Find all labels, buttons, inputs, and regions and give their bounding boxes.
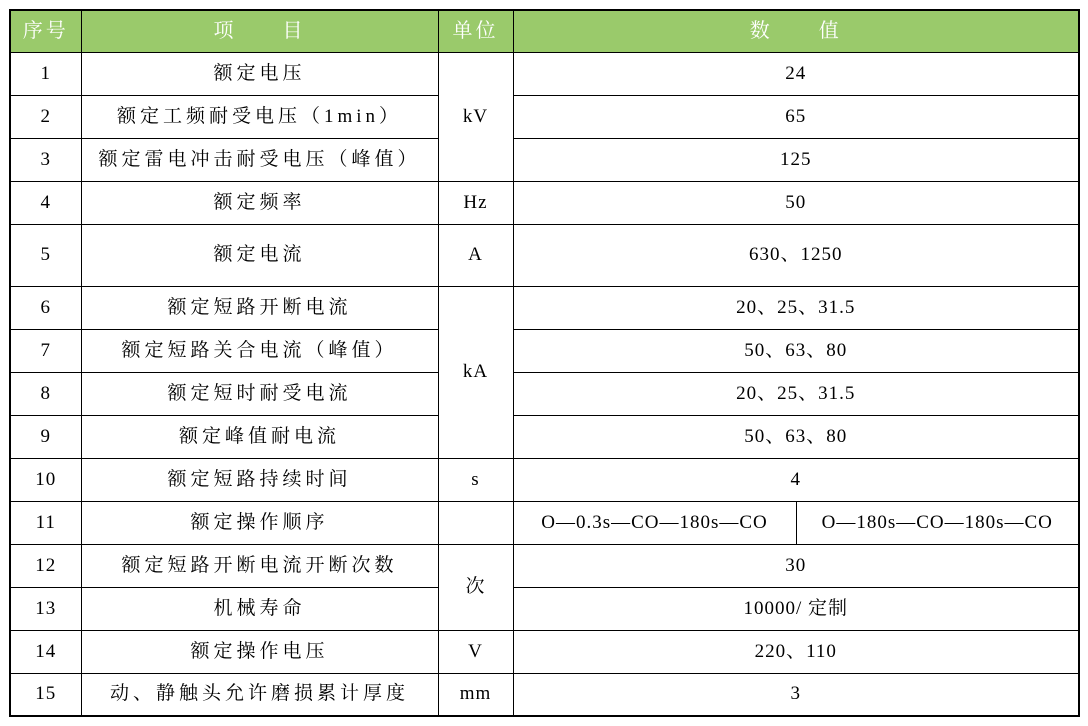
item-cell: 额定操作电压 — [81, 630, 438, 673]
item-cell: 额定短路关合电流（峰值） — [81, 329, 438, 372]
row-no-cell: 11 — [10, 501, 81, 544]
value-cell: 220、110 — [513, 630, 1079, 673]
header-value: 数 值 — [513, 10, 1079, 52]
table-row — [10, 415, 1079, 458]
item-cell: 额定短时耐受电流 — [81, 372, 438, 415]
item-cell: 额定电流 — [81, 224, 438, 286]
value-cell: 10000/ 定制 — [513, 587, 1079, 630]
row-no-cell: 5 — [10, 224, 81, 286]
row-no-cell: 9 — [10, 415, 81, 458]
table-row — [10, 224, 1079, 286]
table-row — [10, 181, 1079, 224]
value-cell: 24 — [513, 52, 1079, 95]
row-no-cell: 12 — [10, 544, 81, 587]
value-cell: 30 — [513, 544, 1079, 587]
header-row — [10, 10, 1079, 52]
spec-table — [9, 9, 1080, 717]
item-cell: 额定峰值耐电流 — [81, 415, 438, 458]
header-unit: 单位 — [438, 10, 513, 52]
item-cell: 额定短路持续时间 — [81, 458, 438, 501]
table-row — [10, 673, 1079, 716]
table-row — [10, 458, 1079, 501]
unit-cell-a: A — [438, 224, 513, 286]
table-row — [10, 630, 1079, 673]
unit-cell-empty — [438, 501, 513, 544]
table-row — [10, 372, 1079, 415]
value-cell: 4 — [513, 458, 1079, 501]
row-no-cell: 2 — [10, 95, 81, 138]
row-no-cell: 1 — [10, 52, 81, 95]
row-no-cell: 14 — [10, 630, 81, 673]
row-no-cell: 7 — [10, 329, 81, 372]
item-cell: 动、静触头允许磨损累计厚度 — [81, 673, 438, 716]
item-cell: 额定电压 — [81, 52, 438, 95]
item-cell: 机械寿命 — [81, 587, 438, 630]
table-row — [10, 286, 1079, 329]
header-no: 序号 — [10, 10, 81, 52]
unit-cell-mm: mm — [438, 673, 513, 716]
unit-cell-v: V — [438, 630, 513, 673]
value-cell-right: O—180s—CO—180s—CO — [796, 501, 1079, 544]
item-cell: 额定频率 — [81, 181, 438, 224]
item-cell: 额定短路开断电流开断次数 — [81, 544, 438, 587]
value-cell: 50、63、80 — [513, 329, 1079, 372]
item-cell: 额定雷电冲击耐受电压（峰值） — [81, 138, 438, 181]
value-cell: 20、25、31.5 — [513, 372, 1079, 415]
table-row — [10, 52, 1079, 95]
table-row — [10, 95, 1079, 138]
value-cell: 3 — [513, 673, 1079, 716]
value-cell: 630、1250 — [513, 224, 1079, 286]
table-row — [10, 587, 1079, 630]
table-row — [10, 544, 1079, 587]
table-row — [10, 138, 1079, 181]
unit-cell-ci: 次 — [438, 544, 513, 630]
value-cell: 50 — [513, 181, 1079, 224]
table-row — [10, 329, 1079, 372]
item-cell: 额定操作顺序 — [81, 501, 438, 544]
item-cell: 额定工频耐受电压（1min） — [81, 95, 438, 138]
row-no-cell: 13 — [10, 587, 81, 630]
value-cell-left: O—0.3s—CO—180s—CO — [513, 501, 796, 544]
value-cell: 50、63、80 — [513, 415, 1079, 458]
row-no-cell: 6 — [10, 286, 81, 329]
value-cell: 65 — [513, 95, 1079, 138]
unit-cell-kv: kV — [438, 52, 513, 181]
table-row — [10, 501, 1079, 544]
spec-table-container — [9, 9, 1078, 716]
row-no-cell: 3 — [10, 138, 81, 181]
unit-cell-hz: Hz — [438, 181, 513, 224]
row-no-cell: 8 — [10, 372, 81, 415]
header-item: 项 目 — [81, 10, 438, 52]
row-no-cell: 4 — [10, 181, 81, 224]
item-cell: 额定短路开断电流 — [81, 286, 438, 329]
value-cell: 20、25、31.5 — [513, 286, 1079, 329]
row-no-cell: 15 — [10, 673, 81, 716]
value-cell: 125 — [513, 138, 1079, 181]
unit-cell-ka: kA — [438, 286, 513, 458]
row-no-cell: 10 — [10, 458, 81, 501]
unit-cell-s: s — [438, 458, 513, 501]
